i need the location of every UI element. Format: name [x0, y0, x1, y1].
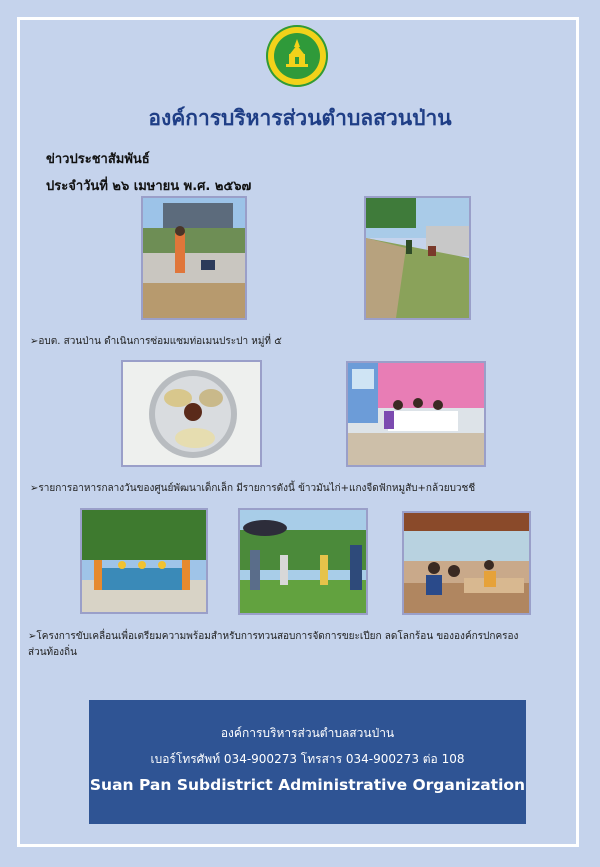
pr-heading: ข่าวประชาสัมพันธ์: [46, 152, 150, 167]
footer-english-name: Suan Pan Subdistrict Administrative Organization: [89, 776, 526, 794]
date-heading: ประจำวันที่ ๒๖ เมษายน พ.ศ. ๒๕๖๗: [46, 179, 252, 194]
photo-pipe-repair-2: [364, 196, 471, 320]
organization-logo: [266, 25, 328, 87]
photo-project-group: [80, 508, 208, 614]
section-1-caption: ➢อบต. สวนป่าน ดำเนินการซ่อมแซมท่อเมนประปา หมู่ที่ ๕: [30, 336, 282, 347]
footer-phone: เบอร์โทรศัพท์ 034-900273 โทรสาร 034-900273 ต่อ 108: [150, 752, 465, 766]
footer-org-name: องค์การบริหารส่วนตำบลสวนป่าน: [220, 726, 395, 740]
bullet-arrow-icon: ➢: [30, 483, 39, 494]
photo-project-garden: [238, 508, 368, 615]
footer-contact-box: [89, 700, 526, 824]
photo-project-meeting: [402, 511, 531, 615]
photo-children-lunch: [346, 361, 486, 467]
bullet-arrow-icon: ➢: [28, 631, 37, 642]
section-2-caption: ➢รายการอาหารกลางวันของศูนย์พัฒนาเด็กเล็ก มีรายการดังนี้ ข้าวมันไก่+แกงจืดฟักหมูสับ+กล้วยบวชชี: [30, 483, 476, 494]
section-3-caption: ➢โครงการขับเคลื่อนเพื่อเตรียมความพร้อมสำหรับการทวนสอบการจัดการขยะเปียก ลดโลกร้อน ขององค์กรปกครอง ส่วนท้องถิ่น: [28, 631, 519, 658]
org-title: องค์การบริหารส่วนตำบลสวนป่าน: [148, 106, 452, 130]
bullet-arrow-icon: ➢: [30, 336, 39, 347]
photo-lunch-plate: [121, 360, 262, 467]
photo-pipe-repair-1: [141, 196, 247, 320]
